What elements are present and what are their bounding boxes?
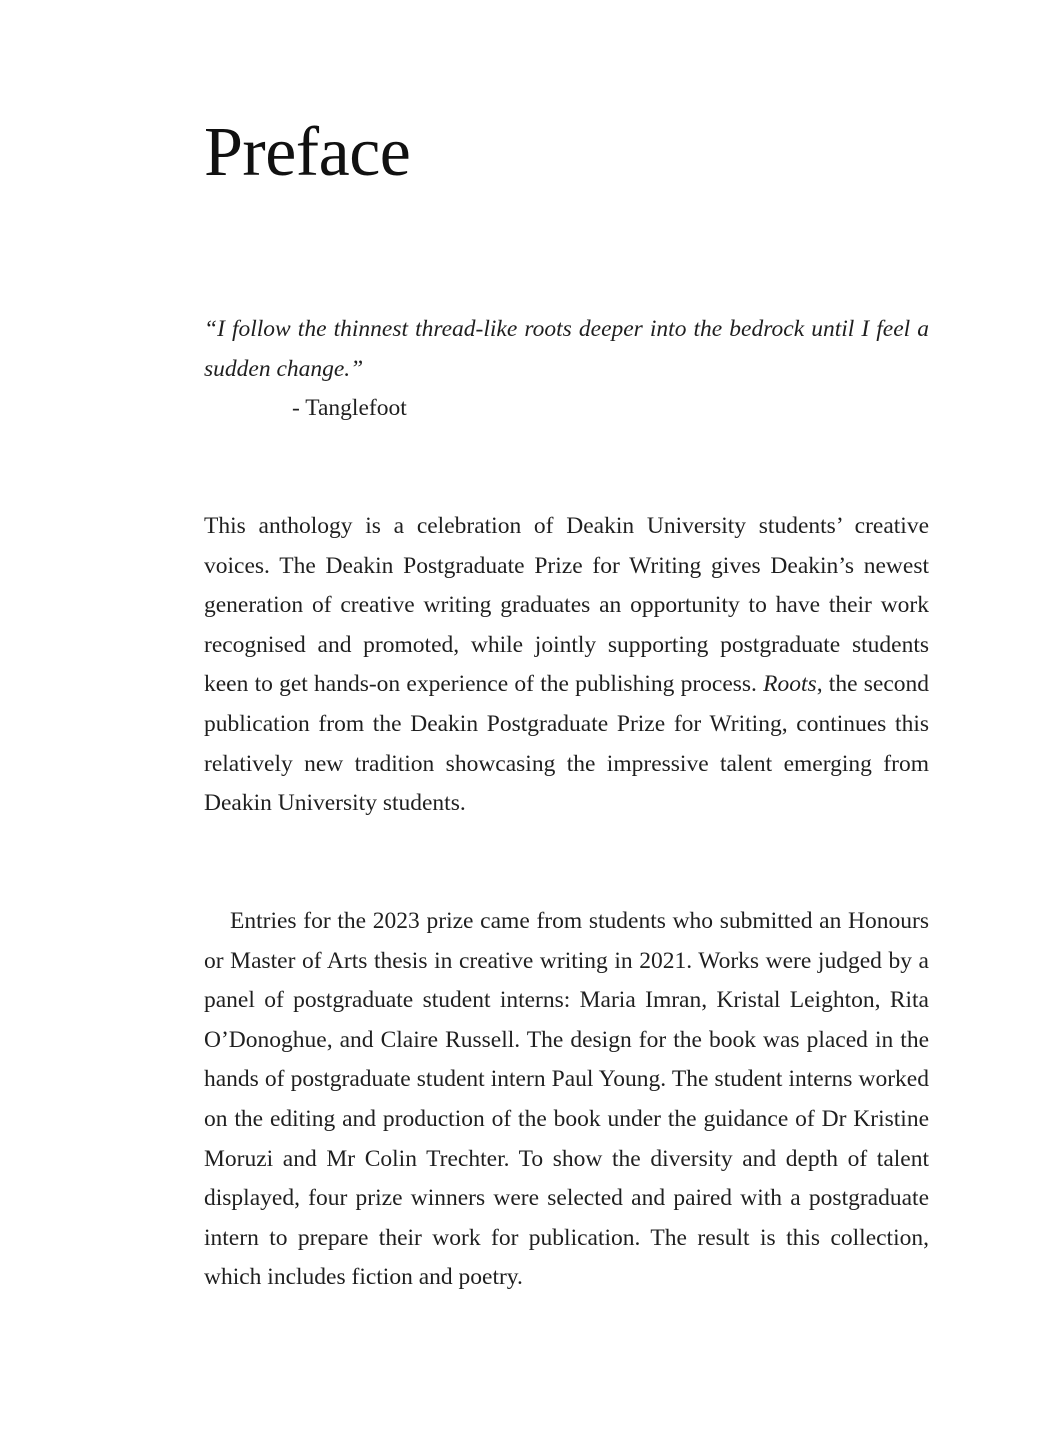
epigraph-attribution: - Tanglefoot	[292, 395, 407, 421]
paragraph-1-text-end: , the second publication from the Deakin Postgraduate Prize for Writing, continues this relatively new tradition showcasing the impressive talent emerging from Deakin University students.	[204, 671, 929, 817]
body-paragraph-2: Entries for the 2023 prize came from students who submitted an Honours or Master of Arts thesis in creative writing in 2021. Works were judged by a panel of postgraduate student interns: Maria Imran, Kristal Leighton, Rita O’Donoghue, and Claire Russell. The design for the book was placed in the hands of postgraduate student intern Paul Young. The student interns worked on the editing and production of the book under the guidance of Dr Kristine Moruzi and Mr Colin Trechter. To show the diversity and depth of talent displayed, four prize winners were selected and paired with a postgraduate intern to prepare their work for publication. The result is this collection, which includes fiction and poetry.	[204, 908, 929, 1291]
book-title-italic: Roots	[763, 671, 817, 698]
body-paragraph-1	[204, 507, 929, 824]
page-title: Preface	[204, 114, 411, 191]
paragraph-1-text-start: This anthology is a celebration of Deakin University students’ creative voices. The Deakin Postgraduate Prize for Writing gives Deakin’s newest generation of creative writing graduates an opportunity to have their work recognised and promoted, while jointly supporting postgraduate students keen to get hands-on experience of the publishing process.	[204, 513, 929, 698]
epigraph-quote: “I follow the thinnest thread-like roots deeper into the bedrock until I feel a sudden change.”	[204, 316, 929, 382]
